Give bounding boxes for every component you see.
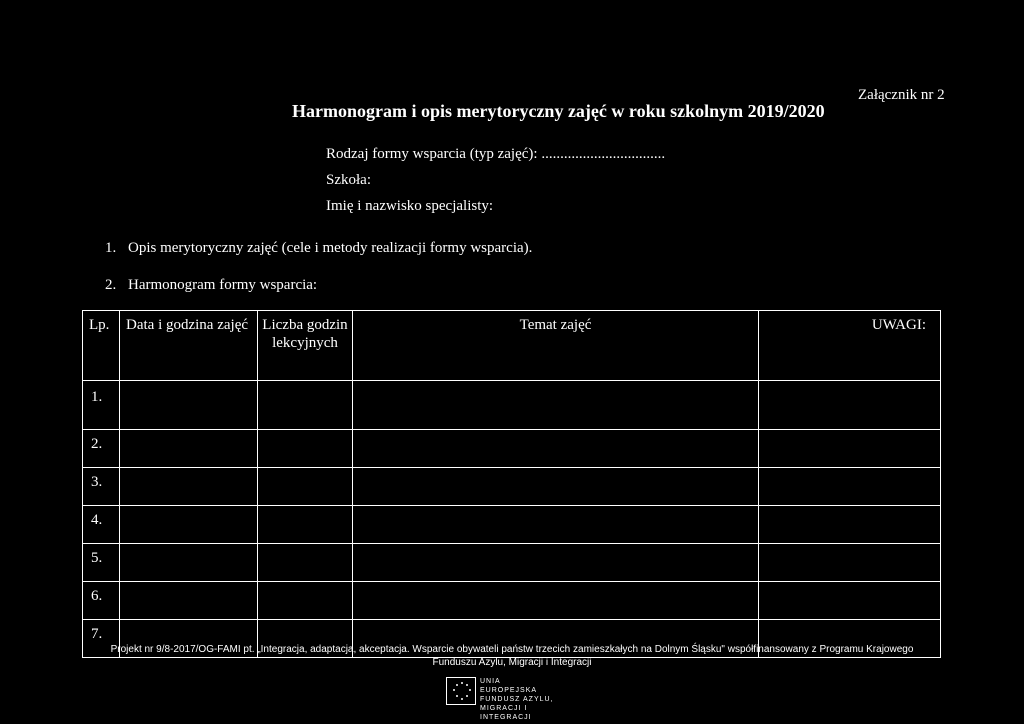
section-schedule [105,277,317,294]
topic-cell[interactable] [353,430,759,468]
row-number: 2. [83,430,120,468]
date-cell[interactable] [120,430,258,468]
topic-cell[interactable] [353,582,759,620]
topic-cell[interactable] [353,381,759,430]
row-number: 4. [83,506,120,544]
logo-text-line: MIGRACJI I INTEGRACJI [480,705,532,721]
section-number: 2. [105,277,117,293]
topic-cell[interactable] [353,468,759,506]
notes-cell[interactable] [759,468,941,506]
row-number: 7. [83,620,120,658]
notes-cell[interactable] [759,582,941,620]
row-number: 1. [83,381,120,430]
column-header-hours: Liczba godzin lekcyjnych [258,311,353,381]
specialist-field: Imię i nazwisko specjalisty: [326,198,494,214]
date-cell[interactable] [120,506,258,544]
support-type-field: Rodzaj formy wsparcia (typ zajęć): ................................. [326,146,666,162]
school-field: Szkoła: [326,172,371,188]
date-cell[interactable] [120,381,258,430]
table-row [83,506,941,544]
table-row [83,381,941,430]
hours-cell[interactable] [258,430,353,468]
table-row [83,468,941,506]
section-text: Harmonogram formy wsparcia: [128,277,318,293]
logo-text-line: UNIA EUROPEJSKA [480,678,538,694]
footer-fund-line: Funduszu Azylu, Migracji i Integracji [432,657,592,668]
row-number: 5. [83,544,120,582]
table-row [83,544,941,582]
hours-cell[interactable] [258,381,353,430]
column-header-notes: UWAGI: [759,311,941,381]
eu-fund-logo-text [480,677,558,722]
column-header-date: Data i godzina zajęć [120,311,258,381]
notes-cell[interactable] [759,381,941,430]
topic-cell[interactable] [353,506,759,544]
row-number: 3. [83,468,120,506]
eu-fund-logo [446,677,558,721]
date-cell[interactable] [120,468,258,506]
hours-cell[interactable] [258,544,353,582]
notes-cell[interactable] [759,544,941,582]
date-cell[interactable] [120,544,258,582]
notes-cell[interactable] [759,430,941,468]
table-row [83,430,941,468]
document-title: Harmonogram i opis merytoryczny zajęć w roku szkolnym 2019/2020 [292,101,825,121]
section-text: Opis merytoryczny zajęć (cele i metody realizacji formy wsparcia). [128,240,533,256]
table-header-row [83,311,941,381]
table-row [83,582,941,620]
date-cell[interactable] [120,582,258,620]
hours-cell[interactable] [258,468,353,506]
section-number: 1. [105,240,117,256]
footer-project-line: Projekt nr 9/8-2017/OG-FAMI pt. „Integracja, adaptacja, akceptacja. Wsparcie obywateli państw trzecich zamieszkałych na Dolnym Śląsku" współfinansowany z Programu Krajowego [110,644,914,655]
hours-cell[interactable] [258,582,353,620]
hours-cell[interactable] [258,506,353,544]
section-description [105,240,532,257]
notes-cell[interactable] [759,506,941,544]
column-header-topic: Temat zajęć [353,311,759,381]
schedule-table [82,310,941,658]
row-number: 6. [83,582,120,620]
attachment-label: Załącznik nr 2 [858,87,945,103]
eu-flag-icon [446,677,476,705]
logo-text-line: FUNDUSZ AZYLU, [480,696,554,703]
column-header-lp: Lp. [83,311,120,381]
topic-cell[interactable] [353,544,759,582]
